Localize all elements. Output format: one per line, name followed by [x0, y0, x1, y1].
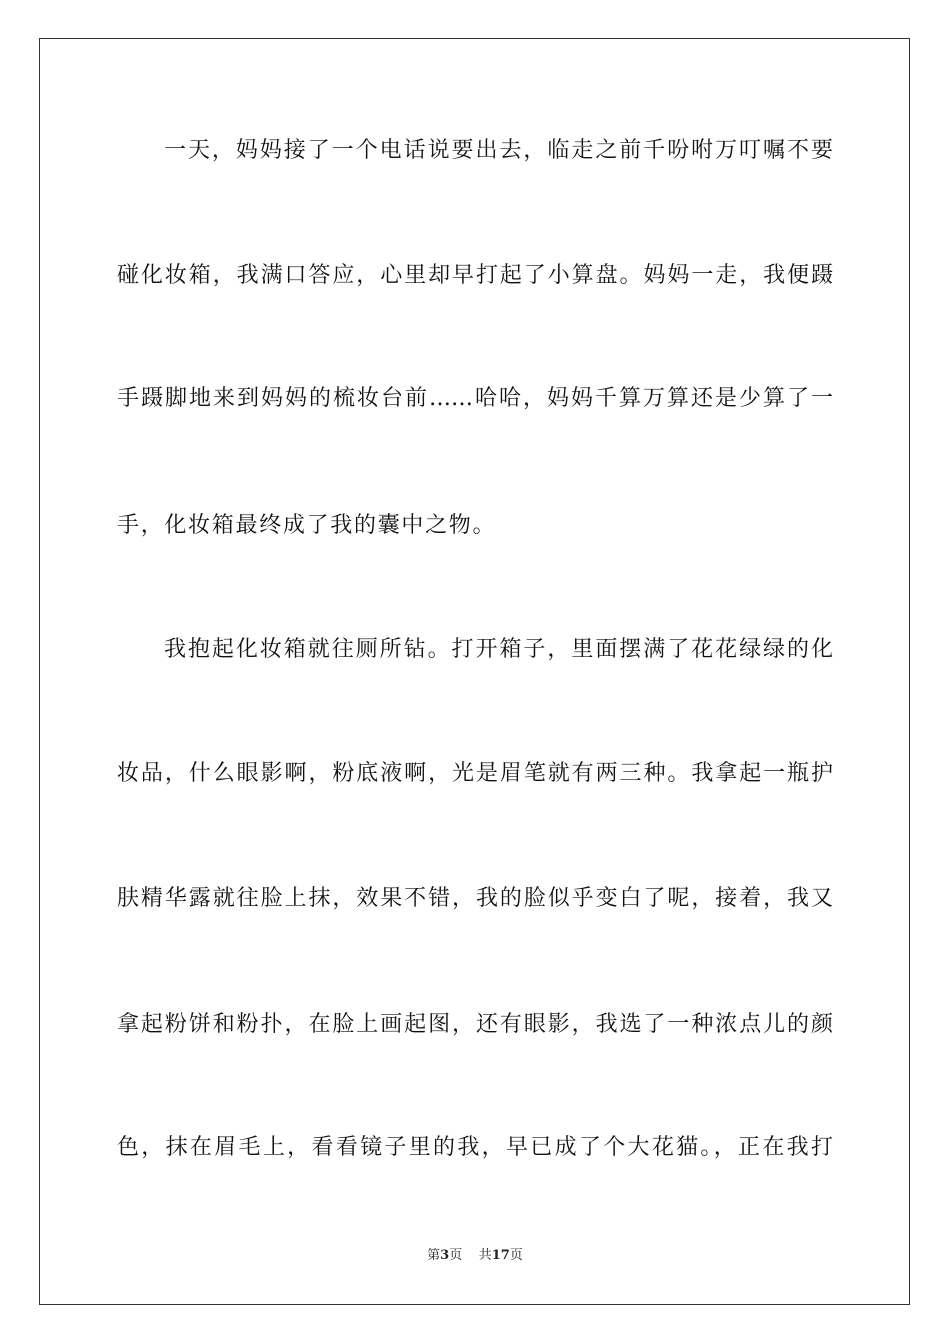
- paragraph-2-line-3: 肤精华露就往脸上抹，效果不错，我的脸似乎变白了呢，接着，我又: [117, 886, 833, 911]
- page-number-prefix: 第: [427, 1248, 441, 1263]
- paragraph-1-line-2: 碰化妆箱，我满口答应，心里却早打起了小算盘。妈妈一走，我便蹑: [117, 263, 833, 288]
- paragraph-1-line-3: 手蹑脚地来到妈妈的梳妆台前……哈哈，妈妈千算万算还是少算了一: [117, 386, 833, 411]
- paragraph-2-line-4: 拿起粉饼和粉扑，在脸上画起图，还有眼影，我选了一种浓点儿的颜: [117, 1012, 833, 1037]
- page-number-suffix: 页: [449, 1248, 463, 1263]
- paragraph-2-line-2: 妆品，什么眼影啊，粉底液啊，光是眉笔就有两三种。我拿起一瓶护: [117, 761, 833, 786]
- paragraph-2-line-1: 我抱起化妆箱就往厕所钻。打开箱子，里面摆满了花花绿绿的化: [164, 637, 833, 662]
- page-total-count: 17: [491, 1248, 510, 1263]
- page-footer: [0, 1247, 950, 1265]
- page-total-prefix: 共: [478, 1248, 492, 1263]
- paragraph-2-line-5: 色，抹在眉毛上，看看镜子里的我，早已成了个大花猫。，正在我打: [117, 1135, 833, 1160]
- paragraph-1-line-1: 一天，妈妈接了一个电话说要出去，临走之前千吩咐万叮嘱不要: [164, 138, 833, 163]
- page-number-current: 3: [440, 1248, 450, 1263]
- paragraph-1-line-4: 手，化妆箱最终成了我的囊中之物。: [117, 513, 497, 538]
- page-total-suffix: 页: [509, 1248, 523, 1263]
- page-border: [39, 38, 910, 1305]
